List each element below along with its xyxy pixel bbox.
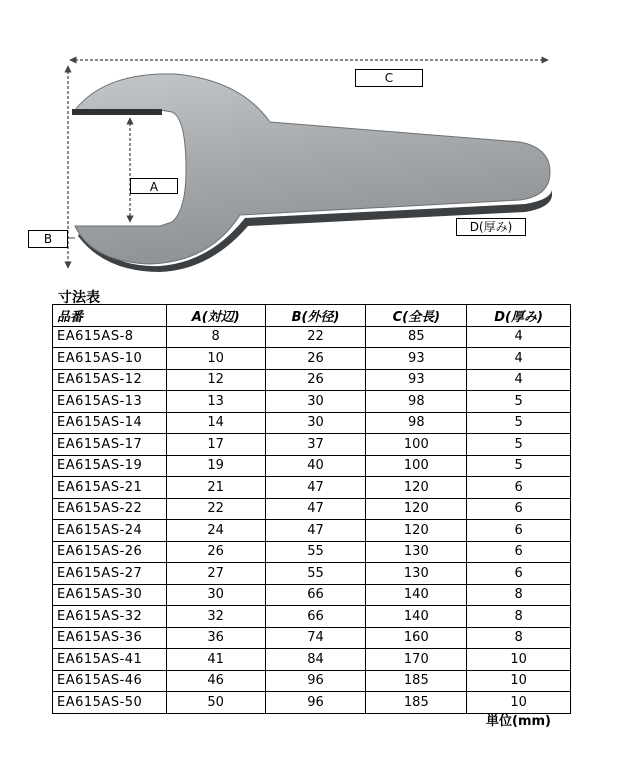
cell-b-value: 47 bbox=[265, 477, 366, 499]
cell-c-value: 120 bbox=[366, 498, 467, 520]
cell-d-value: 6 bbox=[467, 498, 571, 520]
cell-d-value: 4 bbox=[467, 348, 571, 370]
cell-a-value: 32 bbox=[166, 606, 265, 628]
cell-part-number: EA615AS-14 bbox=[53, 412, 167, 434]
cell-b-value: 26 bbox=[265, 369, 366, 391]
cell-c-value: 170 bbox=[366, 649, 467, 671]
cell-b-value: 30 bbox=[265, 391, 366, 413]
table-row bbox=[53, 369, 571, 391]
cell-a-value: 27 bbox=[166, 563, 265, 585]
cell-d-value: 10 bbox=[467, 649, 571, 671]
cell-a-value: 22 bbox=[166, 498, 265, 520]
jaw-opening bbox=[75, 115, 178, 222]
table-row bbox=[53, 649, 571, 671]
dimension-table bbox=[52, 304, 571, 714]
cell-part-number: EA615AS-12 bbox=[53, 369, 167, 391]
cell-b-value: 96 bbox=[265, 670, 366, 692]
cell-d-value: 5 bbox=[467, 412, 571, 434]
cell-part-number: EA615AS-50 bbox=[53, 692, 167, 714]
cell-c-value: 140 bbox=[366, 584, 467, 606]
cell-d-value: 8 bbox=[467, 584, 571, 606]
cell-d-value: 10 bbox=[467, 692, 571, 714]
dim-label-c: C bbox=[355, 69, 423, 87]
cell-b-value: 74 bbox=[265, 627, 366, 649]
table-row bbox=[53, 563, 571, 585]
cell-c-value: 100 bbox=[366, 455, 467, 477]
cell-part-number: EA615AS-10 bbox=[53, 348, 167, 370]
cell-d-value: 4 bbox=[467, 369, 571, 391]
dim-label-a: A bbox=[130, 178, 178, 194]
cell-d-value: 6 bbox=[467, 563, 571, 585]
cell-part-number: EA615AS-22 bbox=[53, 498, 167, 520]
cell-c-value: 120 bbox=[366, 477, 467, 499]
table-row bbox=[53, 326, 571, 348]
cell-part-number: EA615AS-30 bbox=[53, 584, 167, 606]
header-b: B(外径) bbox=[265, 305, 366, 327]
table-row bbox=[53, 412, 571, 434]
table-header-row bbox=[53, 305, 571, 327]
cell-a-value: 19 bbox=[166, 455, 265, 477]
unit-note: 単位(mm) bbox=[486, 714, 551, 729]
table-row bbox=[53, 520, 571, 542]
table-row bbox=[53, 498, 571, 520]
wrench-diagram bbox=[0, 0, 625, 285]
cell-b-value: 84 bbox=[265, 649, 366, 671]
table-row bbox=[53, 541, 571, 563]
cell-part-number: EA615AS-17 bbox=[53, 434, 167, 456]
cell-a-value: 8 bbox=[166, 326, 265, 348]
cell-b-value: 30 bbox=[265, 412, 366, 434]
cell-d-value: 8 bbox=[467, 627, 571, 649]
header-c: C(全長) bbox=[366, 305, 467, 327]
cell-d-value: 6 bbox=[467, 477, 571, 499]
cell-part-number: EA615AS-8 bbox=[53, 326, 167, 348]
cell-c-value: 140 bbox=[366, 606, 467, 628]
cell-c-value: 100 bbox=[366, 434, 467, 456]
header-part-number: 品番 bbox=[53, 305, 167, 327]
cell-b-value: 40 bbox=[265, 455, 366, 477]
table-row bbox=[53, 584, 571, 606]
cell-a-value: 14 bbox=[166, 412, 265, 434]
wrench-illustration bbox=[0, 0, 625, 285]
cell-part-number: EA615AS-32 bbox=[53, 606, 167, 628]
cell-c-value: 120 bbox=[366, 520, 467, 542]
cell-b-value: 26 bbox=[265, 348, 366, 370]
cell-d-value: 5 bbox=[467, 455, 571, 477]
cell-d-value: 6 bbox=[467, 520, 571, 542]
cell-part-number: EA615AS-19 bbox=[53, 455, 167, 477]
cell-part-number: EA615AS-41 bbox=[53, 649, 167, 671]
cell-a-value: 46 bbox=[166, 670, 265, 692]
cell-a-value: 41 bbox=[166, 649, 265, 671]
table-body bbox=[53, 326, 571, 713]
table-row bbox=[53, 670, 571, 692]
dim-label-d: D(厚み) bbox=[456, 218, 526, 236]
cell-c-value: 93 bbox=[366, 348, 467, 370]
cell-d-value: 4 bbox=[467, 326, 571, 348]
cell-c-value: 185 bbox=[366, 692, 467, 714]
table-row bbox=[53, 391, 571, 413]
cell-b-value: 66 bbox=[265, 606, 366, 628]
cell-a-value: 50 bbox=[166, 692, 265, 714]
cell-a-value: 26 bbox=[166, 541, 265, 563]
cell-a-value: 36 bbox=[166, 627, 265, 649]
cell-b-value: 47 bbox=[265, 498, 366, 520]
header-a: A(対辺) bbox=[166, 305, 265, 327]
table-row bbox=[53, 477, 571, 499]
cell-c-value: 98 bbox=[366, 412, 467, 434]
table-title: 寸法表 bbox=[58, 290, 100, 306]
dim-label-b: B bbox=[28, 230, 68, 248]
cell-part-number: EA615AS-46 bbox=[53, 670, 167, 692]
cell-d-value: 8 bbox=[467, 606, 571, 628]
cell-a-value: 10 bbox=[166, 348, 265, 370]
jaw-edge-upper bbox=[72, 109, 162, 115]
cell-b-value: 66 bbox=[265, 584, 366, 606]
table-row bbox=[53, 627, 571, 649]
cell-d-value: 5 bbox=[467, 434, 571, 456]
cell-d-value: 5 bbox=[467, 391, 571, 413]
cell-a-value: 17 bbox=[166, 434, 265, 456]
cell-c-value: 130 bbox=[366, 563, 467, 585]
cell-b-value: 96 bbox=[265, 692, 366, 714]
cell-part-number: EA615AS-13 bbox=[53, 391, 167, 413]
table-row bbox=[53, 348, 571, 370]
cell-d-value: 10 bbox=[467, 670, 571, 692]
cell-part-number: EA615AS-26 bbox=[53, 541, 167, 563]
cell-c-value: 185 bbox=[366, 670, 467, 692]
cell-a-value: 24 bbox=[166, 520, 265, 542]
cell-b-value: 37 bbox=[265, 434, 366, 456]
cell-d-value: 6 bbox=[467, 541, 571, 563]
table-row bbox=[53, 434, 571, 456]
cell-b-value: 22 bbox=[265, 326, 366, 348]
cell-b-value: 55 bbox=[265, 563, 366, 585]
table-row bbox=[53, 455, 571, 477]
header-d: D(厚み) bbox=[467, 305, 571, 327]
cell-part-number: EA615AS-24 bbox=[53, 520, 167, 542]
cell-a-value: 21 bbox=[166, 477, 265, 499]
table-row bbox=[53, 606, 571, 628]
cell-a-value: 13 bbox=[166, 391, 265, 413]
cell-c-value: 85 bbox=[366, 326, 467, 348]
cell-a-value: 12 bbox=[166, 369, 265, 391]
cell-c-value: 130 bbox=[366, 541, 467, 563]
cell-b-value: 55 bbox=[265, 541, 366, 563]
cell-c-value: 98 bbox=[366, 391, 467, 413]
cell-part-number: EA615AS-21 bbox=[53, 477, 167, 499]
cell-c-value: 93 bbox=[366, 369, 467, 391]
cell-a-value: 30 bbox=[166, 584, 265, 606]
cell-part-number: EA615AS-36 bbox=[53, 627, 167, 649]
cell-c-value: 160 bbox=[366, 627, 467, 649]
cell-b-value: 47 bbox=[265, 520, 366, 542]
cell-part-number: EA615AS-27 bbox=[53, 563, 167, 585]
